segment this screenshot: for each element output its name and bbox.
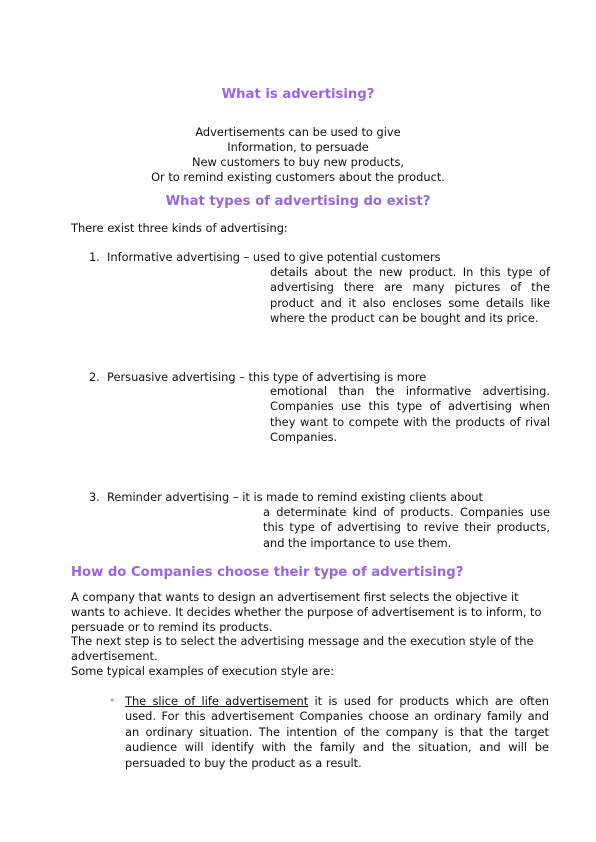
intro-line-4: Or to remind existing customers about the product. (151, 170, 445, 184)
example-text: it is used for products which are often used. For this advertisement Companies choose an ordinary family and an ordinary situation. The intention of the company is that the target audience will identify with the family and the situation, and will be persuaded to buy the product as a result. (125, 694, 549, 770)
type-3-lead: Reminder advertising – it is made to remind existing clients about (107, 490, 483, 504)
type-2-number: 2. (89, 370, 100, 384)
type-2-body: emotional than the informative advertising. Companies use this type of advertising when they want to compete with the products of rival Companies. (270, 384, 550, 445)
choose-para1-line-1: A company that wants to design an advertisement first selects the objective it (71, 590, 519, 604)
choose-para2-line-1: The next step is to select the advertising message and the execution style of the (71, 634, 534, 648)
example-slice-of-life (125, 694, 549, 771)
intro-line-1: Advertisements can be used to give (195, 125, 401, 139)
intro-line-3: New customers to buy new products, (191, 155, 405, 169)
type-3-body: a determinate kind of products. Companies use this type of advertising to revive their products, and the importance to use them. (263, 505, 550, 550)
example-title: The slice of life advertisement (125, 694, 309, 708)
type-2-lead: Persuasive advertising – this type of advertising is more (107, 370, 427, 384)
examples-intro: Some typical examples of execution style are: (71, 664, 335, 678)
types-intro: There exist three kinds of advertising: (71, 221, 288, 235)
choose-para2-line-2: advertisement. (71, 649, 158, 663)
type-1-number: 1. (89, 250, 100, 264)
type-1-body: details about the new product. In this type of advertising there are many pictures of the product and it also encloses some details like where the product can be bought and its price. (270, 265, 550, 326)
choose-para1-line-3: persuade or to remind its products. (71, 620, 273, 634)
heading-what-is-advertising: What is advertising? (221, 87, 375, 102)
type-1-lead: Informative advertising – used to give potential customers (107, 250, 441, 264)
heading-types-of-advertising: What types of advertising do exist? (165, 194, 431, 209)
type-3-number: 3. (89, 490, 100, 504)
choose-para1-line-2: wants to achieve. It decides whether the purpose of advertisement is to inform, to (71, 605, 542, 619)
intro-line-2: Information, to persuade (227, 140, 369, 154)
bullet-icon: • (109, 694, 116, 707)
heading-how-companies-choose: How do Companies choose their type of advertising? (71, 565, 464, 580)
